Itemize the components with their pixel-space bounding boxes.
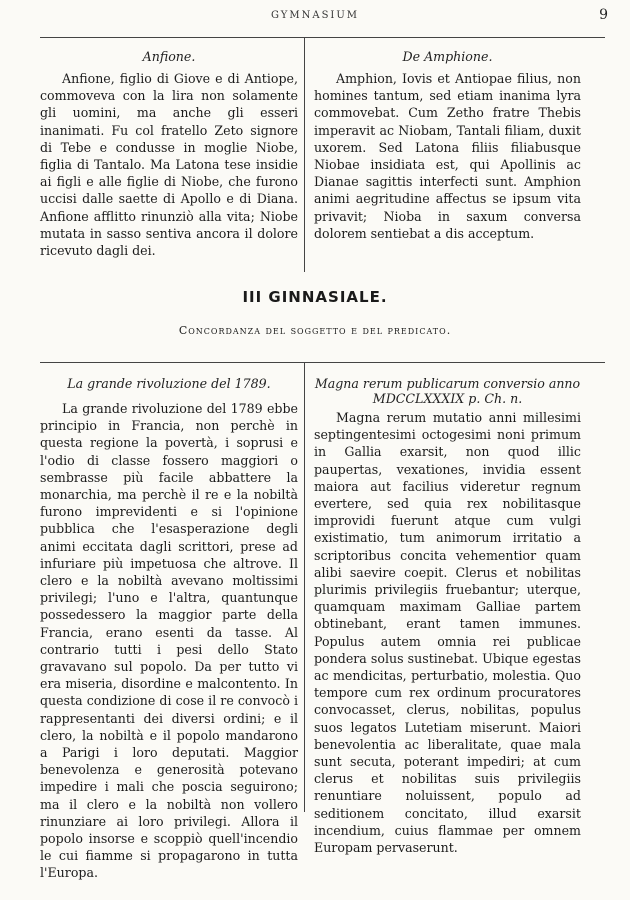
section-subtitle: Concordanza del soggetto e del predicato. xyxy=(178,324,452,337)
bottom-column-divider xyxy=(304,362,305,812)
bottom-right-column xyxy=(314,409,581,856)
top-column-divider xyxy=(304,37,305,272)
bottom-left-column xyxy=(40,400,298,882)
page-number: 9 xyxy=(599,7,608,23)
top-left-paragraph: Anfione, figlio di Giove e di Antiope, commoveva con la lira non solamente gli uomini, ma anche gli esseri inanimati. Fu col fratello Zeto signore di Tebe e condusse in moglie Niobe, figlia di Tantalo. Ma Latona tese insidie ai figli e alle figlie di Niobe, che furono uccisi dalle saette di Apollo e di Diana. Anfione afflitto rinunziò alla vita; Niobe mutata in sasso sentiva ancora il dolore ricevuto dagli dei. xyxy=(40,71,298,259)
bottom-left-paragraph: La grande rivoluzione del 1789 ebbe principio in Francia, non perchè in questa regione la povertà, i soprusi e l'odio di classe fossero maggiori o sembrasse più facile abbattere la monarchia, ma perchè il re e la nobiltà furono imprevidenti e si l'opinione pubblica che l'esasperazione degli animi eccitata dagli scrittori, prese ad infuriare più impetuosa che altrove. Il clero e la nobiltà avevano moltissimi privilegi; l'uno e l'altra, quantunque possedessero la maggior parte della Francia, erano esenti da tasse. Al contrario tutti i pesi dello Stato gravavano sul popolo. Da per tutto vi era miseria, disordine e malcontento. In questa condizione di cose il re convocò i rappresentanti dei diversi ordini; e il clero, la nobiltà e il popolo mandarono a Parigi i loro deputati. Maggior benevolenza e generosità potevano impedire i mali che poscia seguirono; ma il clero e la nobiltà non vollero rinunziare ai loro privilegi. Allora il popolo insorse e scoppiò quell'incendio le cui fiamme si propagarono in tutta l'Europa. xyxy=(40,401,298,881)
running-title: GYMNASIUM xyxy=(270,10,360,21)
top-right-column xyxy=(314,70,581,242)
top-left-column xyxy=(40,70,298,259)
bottom-right-title: Magna rerum publicarum conversio anno MDCCLXXXIX p. Ch. n. xyxy=(314,376,581,406)
top-rule xyxy=(40,37,605,38)
section-title: III GINNASIALE. xyxy=(242,288,388,306)
top-right-paragraph: Amphion, Iovis et Antiopae filius, non homines tantum, sed etiam inanima lyra commovebat. Cum Zetho fratre Thebis imperavit ac Niobam, Tantali filiam, duxit uxorem. Sed Latona filiis filiabusque Niobae insidiata est, qui Apollinis ac Dianae sagittis interfecti sunt. Amphion animi aegritudine affectus se ipsum vita privavit; Nioba in saxum conversa dolorem sentiebat a dis acceptum. xyxy=(314,71,581,241)
bottom-left-title: La grande rivoluzione del 1789. xyxy=(67,376,271,391)
bottom-section-rule xyxy=(40,362,605,363)
bottom-right-paragraph: Magna rerum mutatio anni millesimi septingentesimi octogesimi noni primum in Gallia exarsit, non quod illic paupertas, vexationes, invidia essent maiora aut facilius videretur regnum evertere, sed quia rex nobilitasque improvidi fuerunt atque cum vulgi existimatio, tum animorum irritatio a scriptoribus concita vehementior quam alibi saevire coepit. Clerus et nobilitas plurimis privilegiis fruebantur; uterque, quamquam maximam Galliae partem obtinebant, erant tamen immunes. Populus autem omnia rei publicae pondera solus sustinebat. Ubique egestas ac mendicitas, perturbatio, molestia. Quo tempore cum rex ordinum procuratores convocasset, clerus, nobilitas, populus suos legatos Lutetiam miserunt. Maiori benevolentia ac liberalitate, quae mala sunt secuta, poterant impediri; at cum clerus et nobilitas suis privilegiis renuntiare noluissent, populo ad seditionem concitato, illud exarsit incendium, cuius flammae per omnem Europam pervaserunt. xyxy=(314,410,581,856)
top-right-title: De Amphione. xyxy=(402,49,493,64)
top-left-title: Anfione. xyxy=(142,49,196,64)
